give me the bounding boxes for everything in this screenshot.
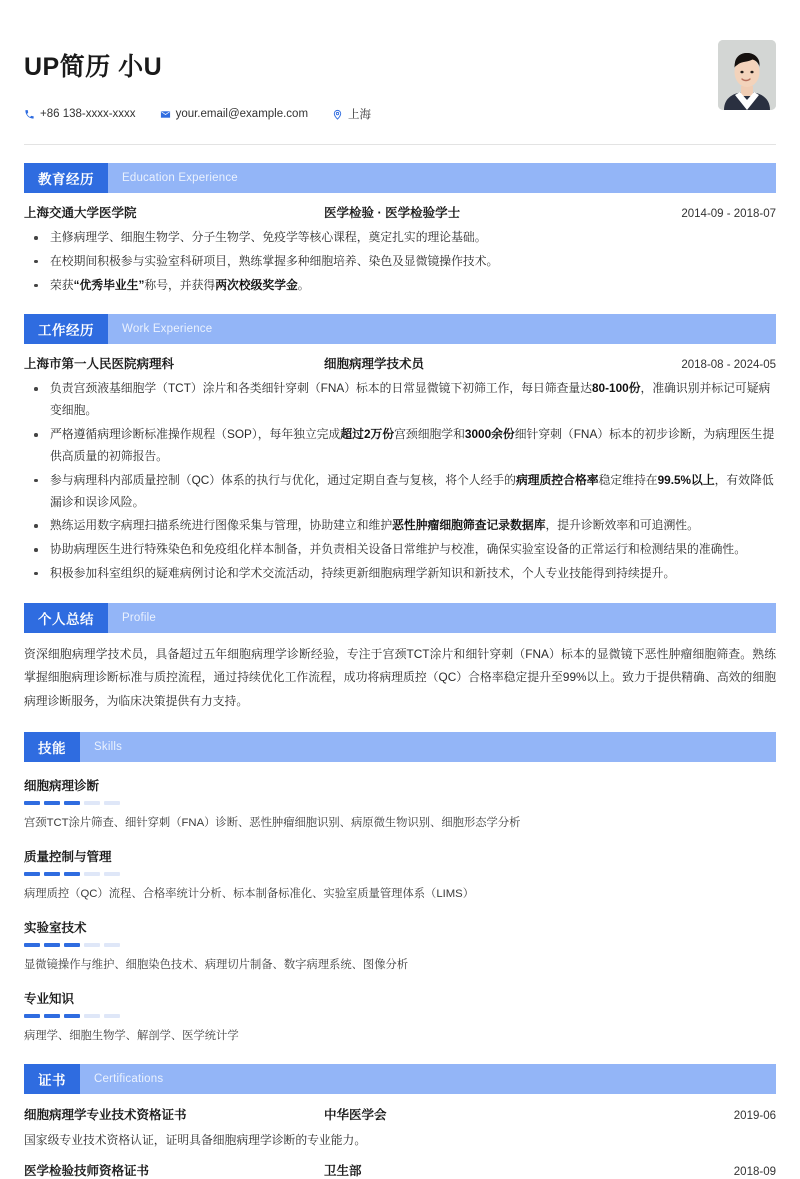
section-skills xyxy=(24,732,776,1047)
skill-level-segment xyxy=(24,1014,40,1018)
certification-head xyxy=(24,1161,776,1179)
section-title-cn: 个人总结 xyxy=(24,603,108,633)
header-divider xyxy=(24,144,776,145)
skill-item xyxy=(24,847,776,904)
skill-level-segment xyxy=(24,943,40,947)
skill-level-segment xyxy=(104,1014,120,1018)
skill-level-segment xyxy=(44,943,60,947)
contact-row xyxy=(24,106,371,122)
header-left xyxy=(24,38,371,122)
bullet-text: 荣获“优秀毕业生”称号，并获得两次校级奖学金。 xyxy=(50,277,310,292)
skill-level-segment xyxy=(64,872,80,876)
section-header-certifications xyxy=(24,1064,776,1094)
portrait-photo-icon xyxy=(718,40,776,110)
work-entry-head xyxy=(24,354,776,372)
skill-level-segment xyxy=(64,801,80,805)
skill-level-segment xyxy=(44,801,60,805)
skill-level-segment xyxy=(84,801,100,805)
skill-level-bar xyxy=(24,872,776,876)
location-pin-icon xyxy=(332,109,343,120)
skill-level-segment xyxy=(24,872,40,876)
skill-item xyxy=(24,918,776,975)
education-entry-head xyxy=(24,203,776,221)
skill-description: 病理学、细胞生物学、解剖学、医学统计学 xyxy=(24,1030,239,1043)
section-profile xyxy=(24,603,776,714)
skill-item xyxy=(24,776,776,833)
section-title-en: Education Experience xyxy=(122,172,238,184)
work-company: 上海市第一人民医院病理科 xyxy=(24,357,175,372)
bullet-text: 协助病理医生进行特殊染色和免疫组化样本制备，并负责相关设备日常维护与校准，确保实验室设备的正常运行和检测结果的准确性。 xyxy=(50,542,747,557)
skill-name: 质量控制与管理 xyxy=(24,849,112,864)
skill-level-segment xyxy=(104,872,120,876)
certification-issuer: 卫生部 xyxy=(324,1164,362,1179)
section-header-education xyxy=(24,163,776,193)
section-header-profile xyxy=(24,603,776,633)
list-item xyxy=(24,539,776,561)
education-bullets xyxy=(24,227,776,296)
skill-level-segment xyxy=(104,943,120,947)
skill-name: 实验室技术 xyxy=(24,920,87,935)
skill-name: 细胞病理诊断 xyxy=(24,778,100,793)
bullet-text: 在校期间积极参与实验室科研项目，熟练掌握多种细胞培养、染色及显微镜操作技术。 xyxy=(50,253,499,268)
skill-item xyxy=(24,989,776,1046)
resume-header xyxy=(24,0,776,122)
section-title-cn: 工作经历 xyxy=(24,314,108,344)
section-header-work xyxy=(24,314,776,344)
section-title-cn: 教育经历 xyxy=(24,163,108,193)
certification-description: 国家级专业技术资格认证，证明具备细胞病理学诊断的专业能力。 xyxy=(24,1133,367,1148)
list-item xyxy=(24,424,776,468)
skill-level-segment xyxy=(64,1014,80,1018)
list-item xyxy=(24,378,776,422)
certification-item xyxy=(24,1094,776,1150)
bullet-text: 熟练运用数字病理扫描系统进行图像采集与管理，协助建立和维护恶性肿瘤细胞筛查记录数据库，提升诊断效率和可追溯性。 xyxy=(50,518,699,533)
education-school: 上海交通大学医学院 xyxy=(24,206,137,220)
envelope-icon xyxy=(160,109,171,120)
education-major: 医学检验 · 医学检验学士 xyxy=(324,206,461,220)
bullet-text: 负责宫颈液基细胞学（TCT）涂片和各类细针穿刺（FNA）标本的日常显微镜下初筛工作，每日筛查量达80-100份，准确识别并标记可疑病变细胞。 xyxy=(50,381,771,418)
section-certifications xyxy=(24,1064,776,1179)
skill-level-bar xyxy=(24,1014,776,1018)
section-title-en: Skills xyxy=(94,740,123,753)
skill-level-segment xyxy=(44,1014,60,1018)
contact-email-value: your.email@example.com xyxy=(175,108,309,120)
skill-level-segment xyxy=(104,801,120,805)
contact-location-value: 上海 xyxy=(348,109,372,121)
skill-level-segment xyxy=(84,872,100,876)
skill-level-segment xyxy=(84,1014,100,1018)
list-item xyxy=(24,227,776,249)
certification-name: 医学检验技师资格证书 xyxy=(24,1164,150,1179)
contact-phone-value: +86 138-xxxx-xxxx xyxy=(40,108,136,120)
work-bullets xyxy=(24,378,776,584)
skill-name: 专业知识 xyxy=(24,992,75,1007)
education-entry xyxy=(24,193,776,296)
skill-description: 宫颈TCT涂片筛查、细针穿刺（FNA）诊断、恶性肿瘤细胞识别、病原微生物识别、细胞形态学分析 xyxy=(24,816,521,829)
skill-level-bar xyxy=(24,801,776,805)
section-header-skills xyxy=(24,732,776,762)
work-date: 2018-08 - 2024-05 xyxy=(681,359,776,372)
certification-date: 2019-06 xyxy=(733,1110,776,1123)
contact-email[interactable] xyxy=(160,108,308,120)
page-title: UP简历 小U xyxy=(24,53,163,81)
skill-level-segment xyxy=(64,943,80,947)
bullet-text: 严格遵循病理诊断标准操作规程（SOP），每年独立完成超过2万份宫颈细胞学和3000余份细针穿刺（FNA）标本的初步诊断，为病理医生提供高质量的初筛报告。 xyxy=(50,427,775,463)
bullet-text: 主修病理学、细胞生物学、分子生物学、免疫学等核心课程，奠定扎实的理论基础。 xyxy=(50,230,487,244)
bullet-text: 积极参加科室组织的疑难病例讨论和学术交流活动，持续更新细胞病理学新知识和新技术，个人专业技能得到持续提升。 xyxy=(50,565,676,580)
list-item xyxy=(24,275,776,297)
certification-issuer: 中华医学会 xyxy=(324,1108,387,1123)
section-title-en: Work Experience xyxy=(122,323,213,336)
contact-phone[interactable] xyxy=(24,108,136,120)
bullet-text: 参与病理科内部质量控制（QC）体系的执行与优化，通过定期自查与复核，将个人经手的病理质控合格率稳定维持在99.5%以上，有效降低漏诊和误诊风险。 xyxy=(50,472,774,509)
certification-item xyxy=(24,1150,776,1179)
skill-level-bar xyxy=(24,943,776,947)
work-position: 细胞病理学技术员 xyxy=(324,357,425,372)
skill-description: 显微镜操作与维护、细胞染色技术、病理切片制备、数字病理系统、图像分析 xyxy=(24,958,409,971)
section-title-cn: 技能 xyxy=(24,732,80,762)
section-title-cn: 证书 xyxy=(24,1064,80,1094)
skill-description: 病理质控（QC）流程、合格率统计分析、标本制备标准化、实验室质量管理体系（LIMS） xyxy=(24,887,475,900)
work-entry xyxy=(24,344,776,584)
profile-text: 资深细胞病理学技术员，具备超过五年细胞病理学诊断经验，专注于宫颈TCT涂片和细针穿刺（FNA）标本的显微镜下恶性肿瘤细胞筛查。熟练掌握细胞病理诊断标准与质控流程，通过持续优化工作流程，成功将病理质控（QC）合格率稳定提升至99%以上。致力于提供精确、高效的细胞病理诊断服务，为临床决策提供有力支持。 xyxy=(24,646,776,708)
list-item xyxy=(24,515,776,537)
list-item xyxy=(24,470,776,514)
contact-location[interactable] xyxy=(332,106,371,122)
education-date: 2014-09 - 2018-07 xyxy=(681,208,776,220)
skill-level-segment xyxy=(44,872,60,876)
certification-name: 细胞病理学专业技术资格证书 xyxy=(24,1108,187,1123)
certification-head xyxy=(24,1105,776,1123)
skill-level-segment xyxy=(24,801,40,805)
certification-date: 2018-09 xyxy=(733,1166,776,1179)
list-item xyxy=(24,251,776,273)
phone-icon xyxy=(24,109,35,120)
section-work xyxy=(24,314,776,584)
avatar xyxy=(718,40,776,110)
list-item xyxy=(24,563,776,585)
section-title-en: Certifications xyxy=(94,1073,164,1086)
skill-level-segment xyxy=(84,943,100,947)
section-title-en: Profile xyxy=(122,611,156,624)
section-education xyxy=(24,163,776,296)
